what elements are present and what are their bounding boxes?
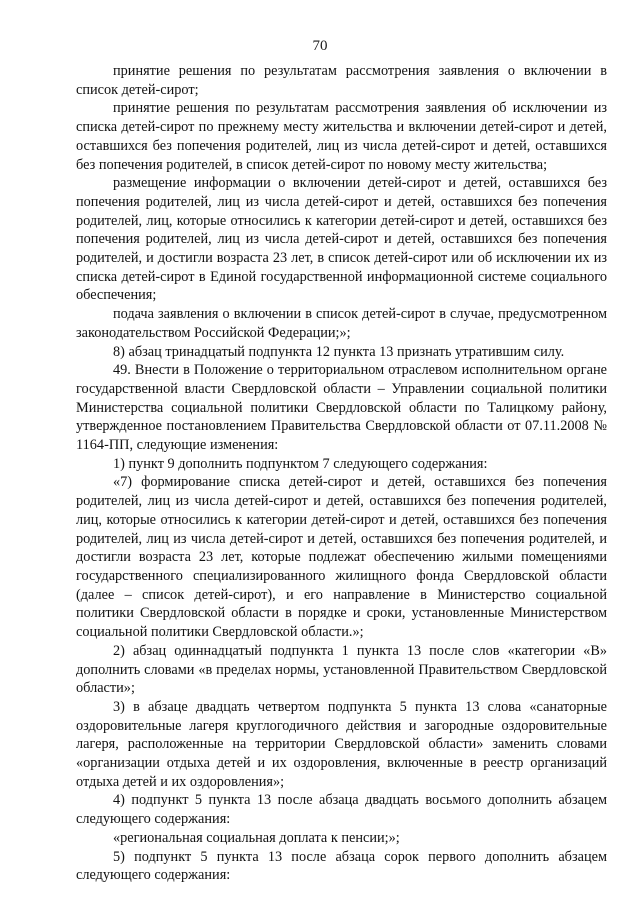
page-number: 70 [312, 38, 328, 54]
paragraph-13: 5) подпункт 5 пункта 13 после абзаца сорок первого дополнить абзацем следующего содержания: [76, 848, 607, 884]
paragraph-4: подача заявления о включении в список детей-сирот в случае, предусмотренном законодательством Российской Федерации;»; [76, 306, 607, 341]
paragraph-5: 8) абзац тринадцатый подпункта 12 пункта 13 признать утратившим силу. [113, 343, 565, 360]
paragraph-3: размещение информации о включении детей-сирот и детей, оставшихся без попечения родителей, лиц из числа детей-сирот и детей, оставшихся без попечения родителей, лиц, которые относились к категории детей-сирот и детей, оставшихся без попечения родителей, лиц из числа детей-сирот и детей, оставшихся без попечения родителей, и достигли возраста 23 лет, в список детей-сирот или об исключении их из списка детей-сирот в Единой государственной информационной системе социального обеспечения; [76, 175, 607, 304]
paragraph-12: «региональная социальная доплата к пенсии;»; [113, 829, 400, 846]
paragraph-7: 1) пункт 9 дополнить подпунктом 7 следующего содержания: [113, 455, 488, 472]
paragraph-11: 4) подпункт 5 пункта 13 после абзаца двадцать восьмого дополнить абзацем следующего содержания: [76, 792, 607, 828]
paragraph-2: принятие решения по результатам рассмотрения заявления об исключении из списка детей-сирот по прежнему месту жительства и включении детей-сирот и детей, оставшихся без попечения родителей, лиц из числа детей-сирот и детей, оставшихся без попечения родителей, в список детей-сирот по новому месту жительства; [76, 100, 607, 173]
document-body [76, 62, 607, 885]
paragraph-10: 3) в абзаце двадцать четвертом подпункта 5 пункта 13 слова «санаторные оздоровительные лагеря круглогодичного действия и загородные оздоровительные лагеря, расположенные на территории Свердловской области» заменить словами «организации отдыха детей и их оздоровления, включенные в реестр организаций отдыха детей и их оздоровления»; [76, 698, 607, 790]
paragraph-6: 49. Внести в Положение о территориальном отраслевом исполнительном органе государственной власти Свердловской области – Управлении социальной политики Министерства социальной политики Свердловской области по Талицкому району, утвержденное постановлением Правительства Свердловской области от 07.11.2008 № 1164-ПП, следующие изменения: [76, 362, 607, 454]
paragraph-1: принятие решения по результатам рассмотрения заявления о включении в список детей-сирот; [76, 63, 607, 98]
paragraph-8: «7) формирование списка детей-сирот и детей, оставшихся без попечения родителей, лиц из числа детей-сирот и детей, оставшихся без попечения родителей, лиц, которые относились к категории детей-сирот и детей, оставшихся без попечения родителей, лиц из числа детей-сирот и детей, оставшихся без попечения родителей, и достигли возраста 23 лет, которые подлежат обеспечению жилыми помещениями государственного специализированного жилищного фонда Свердловской области (далее – список детей-сирот), и его направление в Министерство социальной политики Свердловской области в порядке и сроки, установленные Министерством социальной политики Свердловской области.»; [76, 474, 607, 641]
paragraph-9: 2) абзац одиннадцатый подпункта 1 пункта 13 после слов «категории «В» дополнить словами «в пределах нормы, установленной Правительством Свердловской области»; [76, 642, 607, 697]
